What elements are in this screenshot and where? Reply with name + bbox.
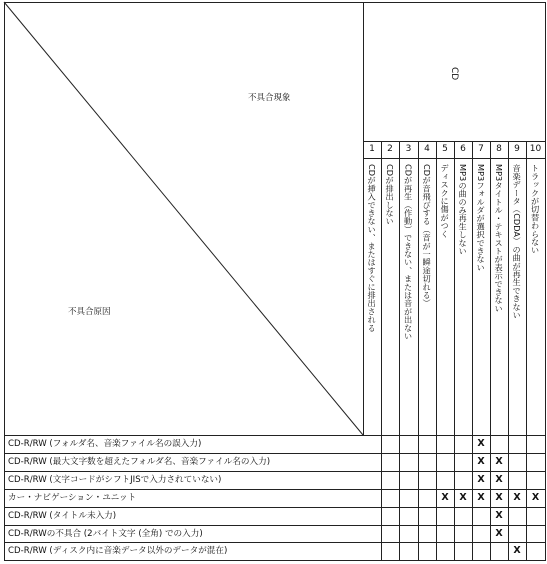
x-mark: X [495, 527, 503, 539]
column-header-cell [381, 158, 399, 435]
x-mark: X [495, 509, 503, 521]
column-label: CDが音飛びする（音が一瞬途切れる） [422, 164, 433, 308]
column-header-cell [454, 158, 472, 435]
column-number: 4 [424, 144, 430, 154]
column-label: CDが挿入できない、またはすぐに排出される [367, 164, 378, 332]
column-header-cell [526, 158, 545, 435]
column-label: ディスクに傷がつく [440, 164, 451, 238]
column-number: 5 [442, 144, 448, 154]
x-mark: X [459, 491, 467, 503]
column-label: CDが排出しない [385, 164, 396, 226]
row-label: カー・ナビゲーション・ユニット [8, 492, 137, 503]
row-label: CD-R/RW (文字コードがシフトJISで入力されていない) [8, 474, 222, 485]
column-number: 3 [405, 144, 412, 154]
column-number: 6 [460, 144, 466, 154]
column-label: MP3タイトル・テキストが表示できない [494, 164, 505, 313]
row-label: CD-R/RW (最大文字数を超えたフォルダ名、音楽ファイル名の入力) [8, 456, 271, 467]
column-header-cell [508, 158, 526, 435]
x-mark: X [495, 473, 503, 485]
column-number: 2 [387, 144, 393, 154]
x-mark: X [477, 438, 485, 449]
x-mark: X [495, 455, 503, 467]
corner-diagonal-line [4, 2, 363, 435]
x-mark: X [495, 491, 503, 503]
column-number: 8 [496, 144, 502, 154]
column-header-cell [363, 158, 381, 435]
column-label: MP3フォルダが選択できない [476, 164, 487, 272]
column-header-cell [472, 158, 490, 435]
x-mark: X [477, 473, 485, 485]
x-mark: X [531, 491, 540, 503]
row-label: CD-R/RWの不具合 (2バイト文字 (全角) での入力) [8, 528, 203, 539]
row-label: CD-R/RW (フォルダ名、音楽ファイル名の誤入力) [8, 439, 202, 449]
column-label: CDが再生（作動）できない、または音が出ない [403, 164, 414, 341]
column-number: 9 [514, 144, 520, 154]
column-header-cell [490, 158, 508, 435]
x-mark: X [441, 491, 449, 503]
column-number: 1 [369, 144, 375, 154]
x-mark: X [477, 491, 485, 503]
x-mark: X [513, 545, 521, 557]
column-number: 7 [478, 144, 484, 154]
column-header-cell [436, 158, 454, 435]
x-mark: X [513, 491, 521, 503]
column-label: トラックが切替わらない [530, 164, 541, 255]
column-label: 音楽データ（CDDA）の曲が再生できない [512, 164, 523, 319]
column-label: MP3の曲のみ再生しない [458, 164, 469, 256]
column-header-cell [399, 158, 418, 435]
phenomena-label: 不具合現象 [248, 93, 291, 103]
row-label: CD-R/RW (タイトル未入力) [8, 510, 117, 521]
x-mark: X [477, 455, 485, 467]
column-header-cell [418, 158, 436, 435]
cd-group-label: CD [449, 67, 459, 81]
row-label: CD-R/RW (ディスク内に音楽データ以外のデータが混在) [8, 546, 228, 557]
causes-label: 不具合原因 [68, 307, 111, 317]
column-number: 10 [529, 144, 542, 154]
